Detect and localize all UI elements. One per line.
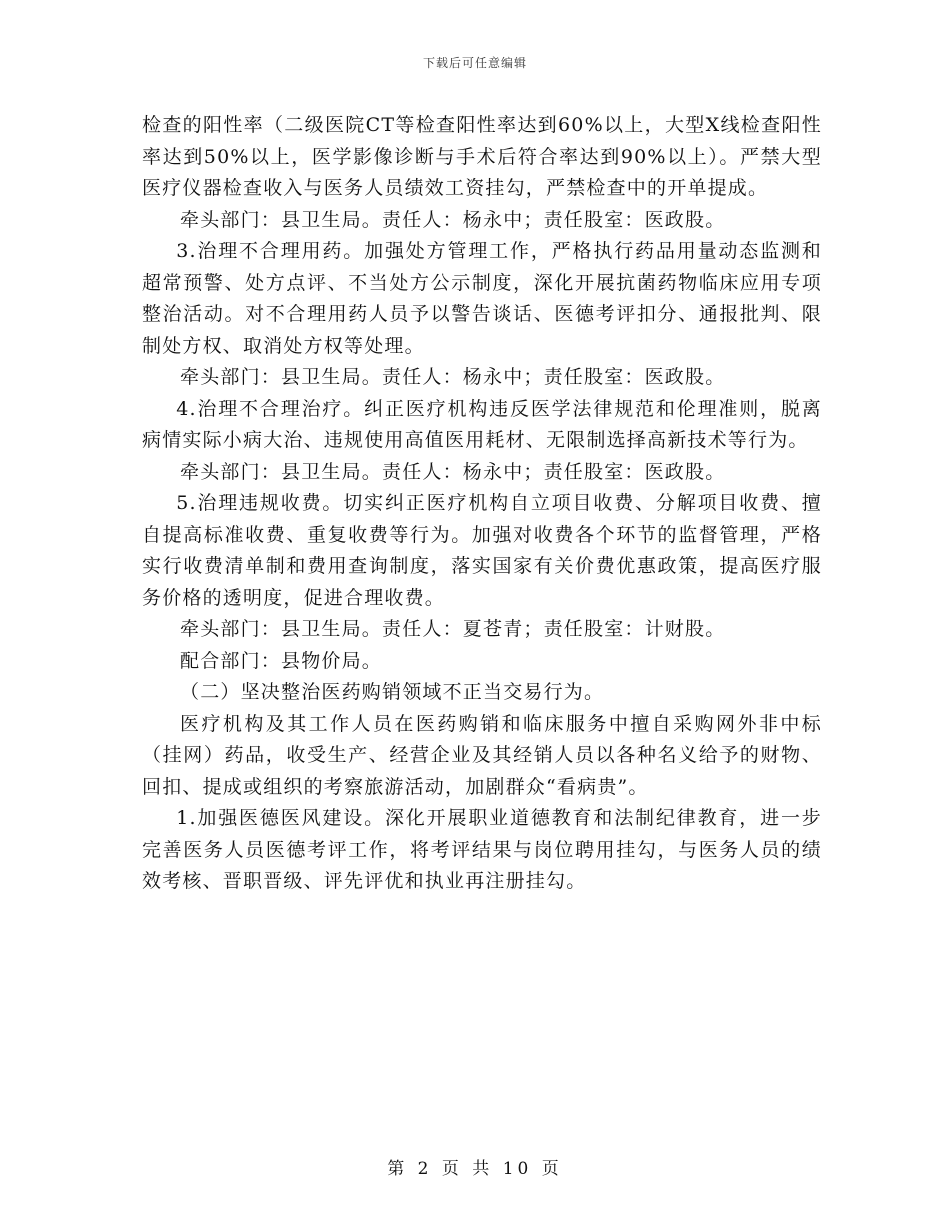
paragraph-cooperating-department: 配合部门：县物价局。 (180, 649, 383, 672)
paragraph-lead-department: 牵头部门：县卫生局。责任人：杨永中；责任股室：医政股。 (180, 460, 726, 483)
document-body (142, 110, 822, 898)
paragraph-item-3: 3.治理不合理用药。加强处方管理工作，严格执行药品用量动态监测和超常预警、处方点评、不当处方公示制度，深化开展抗菌药物临床应用专项整治活动。对不合理用药人员予以警告谈话、医德考评扣分、通报批判、限制处方权、取消处方权等处理。 (142, 240, 822, 357)
section-heading: （二）坚决整治医药购销领域不正当交易行为。 (180, 681, 605, 703)
paragraph-lead-department: 牵头部门：县卫生局。责任人：杨永中；责任股室：医政股。 (180, 208, 726, 231)
page-header: 下载后可任意编辑 (422, 56, 527, 70)
paragraph-lead-department: 牵头部门：县卫生局。责任人：杨永中；责任股室：医政股。 (180, 366, 726, 388)
paragraph-section-intro: 医疗机构及其工作人员在医药购销和临床服务中擅自采购网外非中标（挂网）药品，收受生产、经营企业及其经销人员以各种名义给予的财物、回扣、提成或组织的考察旅游活动，加剧群众“看病贵”。 (142, 712, 822, 798)
paragraph-item-4: 4.治理不合理治疗。纠正医疗机构违反医学法律规范和伦理准则，脱离病情实际小病大治、违规使用高值医用耗材、无限制选择高新技术等行为。 (142, 397, 822, 451)
paragraph-item-5: 5.治理违规收费。切实纠正医疗机构自立项目收费、分解项目收费、擅自提高标准收费、重复收费等行为。加强对收费各个环节的监督管理，严格实行收费清单制和费用查询制度，落实国家有关价费优惠政策，提高医疗服务价格的透明度，促进合理收费。 (142, 492, 822, 609)
page-number-footer: 第 2 页 共 10 页 (387, 1159, 563, 1179)
paragraph-item-1: 1.加强医德医风建设。深化开展职业道德教育和法制纪律教育，进一步完善医务人员医德考评工作，将考评结果与岗位聘用挂勾，与医务人员的绩效考核、晋职晋级、评先评优和执业再注册挂勾。 (142, 807, 822, 892)
paragraph-continuation: 检查的阳性率（二级医院CT等检查阳性率达到60%以上，大型X线检查阳性率达到50%以上，医学影像诊断与手术后符合率达到90%以上）。严禁大型医疗仪器检查收入与医务人员绩效工资挂勾，严禁检查中的开单提成。 (142, 114, 822, 199)
paragraph-lead-department: 牵头部门：县卫生局。责任人：夏苍青；责任股室：计财股。 (180, 618, 726, 640)
